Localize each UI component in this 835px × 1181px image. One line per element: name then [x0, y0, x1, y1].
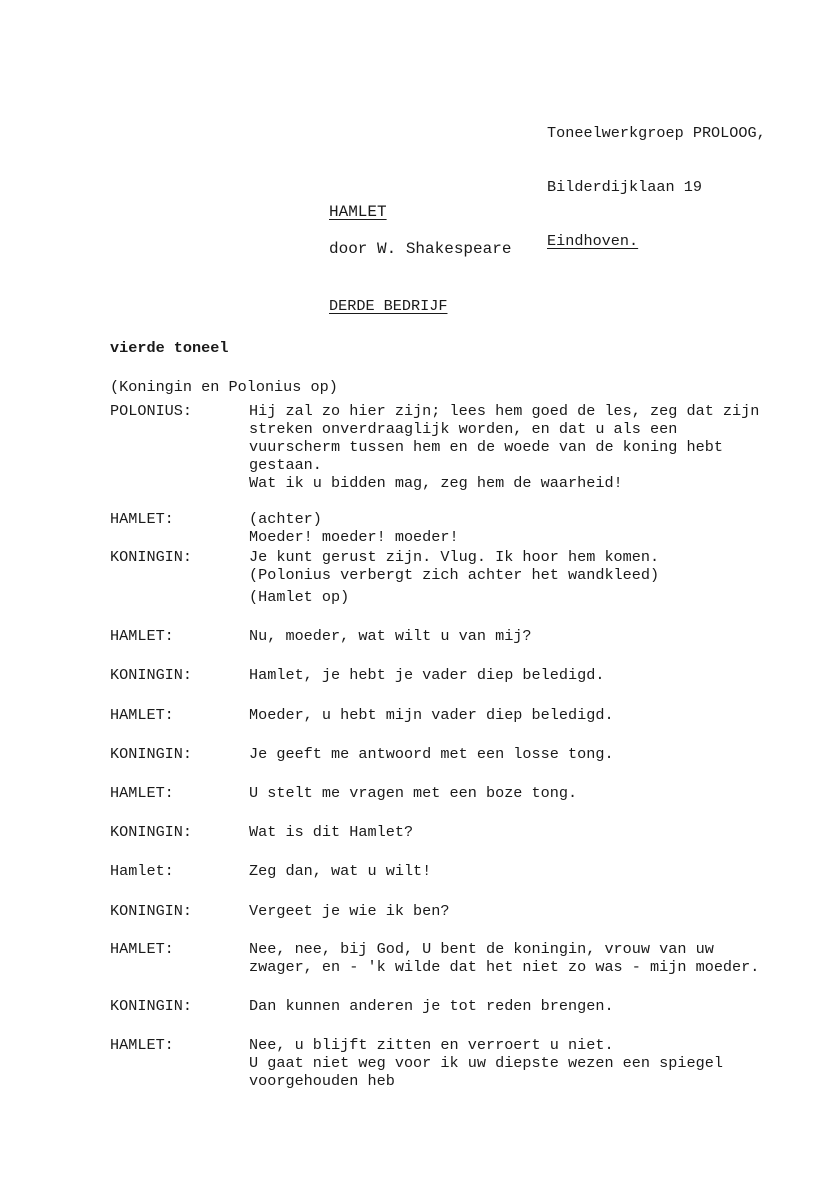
speech-text [249, 902, 809, 920]
speech-line: Dan kunnen anderen je tot reden brengen. [249, 997, 614, 1015]
speech-line: (Polonius verbergt zich achter het wandkleed) [249, 566, 660, 584]
speaker-name: HAMLET: [110, 940, 174, 958]
letterhead [547, 88, 766, 268]
speaker-name: KONINGIN: [110, 666, 193, 684]
play-title: HAMLET [329, 203, 387, 221]
speech-line: Moeder, u hebt mijn vader diep beledigd. [249, 706, 614, 724]
speaker-name: KONINGIN: [110, 745, 193, 763]
speech-line: Moeder! moeder! moeder! [249, 528, 459, 546]
organization-name: Toneelwerkgroep PROLOOG, [547, 124, 766, 142]
speech-text [249, 823, 809, 841]
speech-text [249, 706, 809, 724]
speech-line: Nu, moeder, wat wilt u van mij? [249, 627, 532, 645]
speech-text [249, 1036, 809, 1090]
speech-text [249, 402, 809, 492]
organization-street: Bilderdijklaan 19 [547, 178, 702, 196]
scene-heading: vierde toneel [110, 339, 229, 357]
stage-direction: (Koningin en Polonius op) [110, 378, 338, 396]
speech-line: U gaat niet weg voor ik uw diepste wezen een spiegel [249, 1054, 723, 1072]
speech-line: vuurscherm tussen hem en de woede van de koning hebt [249, 438, 723, 456]
speech-line: Wat is dit Hamlet? [249, 823, 414, 841]
speech-line: Zeg dan, wat u wilt! [249, 862, 432, 880]
speech-text [249, 862, 809, 880]
speech-line: (achter) [249, 510, 322, 528]
speech-text [249, 627, 809, 645]
speech-text [249, 997, 809, 1015]
speech-text [249, 510, 809, 546]
speech-line: streken onverdraaglijk worden, en dat u als een [249, 420, 678, 438]
speaker-name: HAMLET: [110, 510, 174, 528]
speaker-name: KONINGIN: [110, 997, 193, 1015]
act-heading: DERDE BEDRIJF [329, 297, 448, 315]
speech-text [249, 548, 809, 606]
play-author: door W. Shakespeare [329, 240, 512, 258]
speech-line: voorgehouden heb [249, 1072, 395, 1090]
speech-line: Nee, u blijft zitten en verroert u niet. [249, 1036, 614, 1054]
organization-city: Eindhoven. [547, 232, 639, 250]
speech-line: zwager, en - 'k wilde dat het niet zo was - mijn moeder. [249, 958, 760, 976]
speech-line: Hamlet, je hebt je vader diep beledigd. [249, 666, 605, 684]
speech-line: Je kunt gerust zijn. Vlug. Ik hoor hem komen. [249, 548, 660, 566]
speaker-name: HAMLET: [110, 627, 174, 645]
speech-line: Nee, nee, bij God, U bent de koningin, vrouw van uw [249, 940, 714, 958]
speech-line: Hij zal zo hier zijn; lees hem goed de les, zeg dat zijn [249, 402, 760, 420]
speech-text [249, 784, 809, 802]
speaker-name: Hamlet: [110, 862, 174, 880]
speaker-name: KONINGIN: [110, 548, 193, 566]
speech-line: Vergeet je wie ik ben? [249, 902, 450, 920]
speech-text [249, 745, 809, 763]
speech-text [249, 666, 809, 684]
speaker-name: POLONIUS: [110, 402, 193, 420]
speech-text [249, 940, 809, 976]
speaker-name: KONINGIN: [110, 902, 193, 920]
speech-line: U stelt me vragen met een boze tong. [249, 784, 578, 802]
speaker-name: KONINGIN: [110, 823, 193, 841]
speech-line: Wat ik u bidden mag, zeg hem de waarheid! [249, 474, 623, 492]
speaker-name: HAMLET: [110, 784, 174, 802]
speech-line: Je geeft me antwoord met een losse tong. [249, 745, 614, 763]
speech-line: (Hamlet op) [249, 588, 350, 606]
speaker-name: HAMLET: [110, 706, 174, 724]
speaker-name: HAMLET: [110, 1036, 174, 1054]
speech-line: gestaan. [249, 456, 322, 474]
